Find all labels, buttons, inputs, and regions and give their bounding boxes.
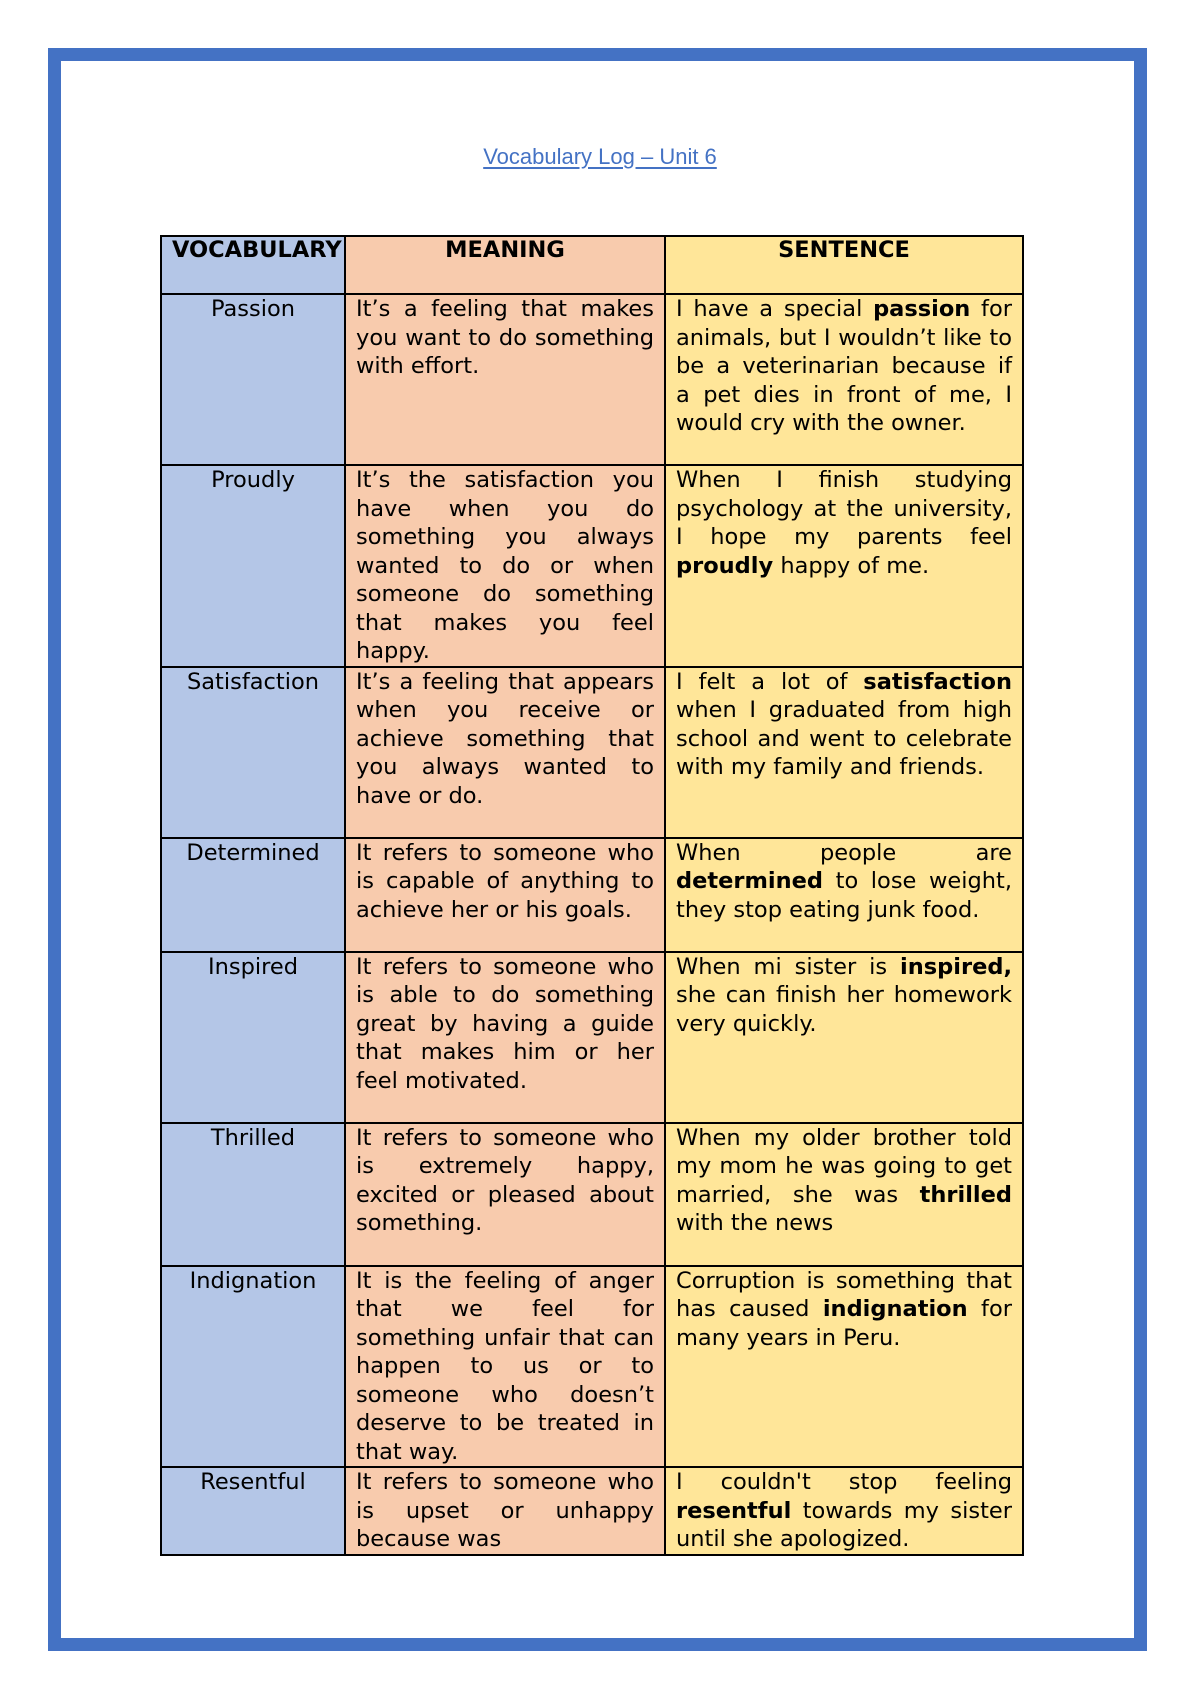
sentence-text: to lose weight, they stop eating junk food. [676, 868, 1012, 923]
header-vocabulary: VOCABULARY [161, 236, 345, 294]
sentence-text: I have a special [676, 296, 874, 322]
table-row [161, 838, 1023, 952]
sentence-text: when I graduated from high school and went to celebrate with my family and friends. [676, 697, 1012, 780]
meaning-cell: It refers to someone who is able to do something great by having a guide that makes him or her feel motivated. [345, 952, 665, 1123]
sentence-text: I couldn't stop feeling [676, 1469, 1012, 1495]
sentence-cell [665, 952, 1023, 1123]
vocabulary-cell: Indignation [161, 1266, 345, 1468]
vocabulary-cell: Satisfaction [161, 667, 345, 838]
sentence-keyword: determined [676, 868, 824, 894]
header-meaning: MEANING [345, 236, 665, 294]
sentence-text: When people are [676, 839, 1012, 866]
sentence-keyword: inspired, [900, 953, 1012, 980]
meaning-cell: It refers to someone who is extremely happy, excited or pleased about something. [345, 1123, 665, 1266]
sentence-text: When mi sister is [676, 953, 901, 980]
meaning-cell: It’s the satisfaction you have when you do something you always wanted to do or when someone do something that makes you feel happy. [345, 465, 665, 667]
sentence-text: she can finish her homework very quickly. [676, 982, 1012, 1037]
vocabulary-cell: Thrilled [161, 1123, 345, 1266]
table-row [161, 952, 1023, 1123]
sentence-keyword: passion [873, 296, 971, 322]
sentence-text: happy of me. [773, 552, 930, 579]
meaning-cell: It refers to someone who is upset or unhappy because was [345, 1467, 665, 1555]
sentence-cell [665, 294, 1023, 465]
sentence-keyword: indignation [822, 1296, 968, 1322]
table-header-row [161, 236, 1023, 294]
sentence-text: for many years in Peru. [676, 1296, 1012, 1351]
sentence-keyword: proudly [676, 552, 774, 579]
sentence-text: When my older brother told my mom he was going to get married, she was [676, 1124, 1012, 1208]
vocabulary-cell: Passion [161, 294, 345, 465]
sentence-keyword: resentful [676, 1497, 792, 1524]
table-row [161, 1467, 1023, 1555]
sentence-cell [665, 838, 1023, 952]
document-title: Vocabulary Log – Unit 6 [483, 144, 717, 169]
table-row [161, 294, 1023, 465]
vocabulary-cell: Inspired [161, 952, 345, 1123]
vocabulary-cell: Determined [161, 838, 345, 952]
sentence-cell [665, 1266, 1023, 1468]
vocabulary-cell: Proudly [161, 465, 345, 667]
sentence-cell [665, 667, 1023, 838]
sentence-keyword: satisfaction [863, 668, 1012, 695]
header-sentence: SENTENCE [665, 236, 1023, 294]
sentence-cell [665, 1467, 1023, 1555]
sentence-text: with the news [676, 1210, 834, 1236]
table-row [161, 1266, 1023, 1468]
meaning-cell: It’s a feeling that makes you want to do something with effort. [345, 294, 665, 465]
sentence-text: towards my sister until she apologized. [676, 1497, 1012, 1552]
sentence-text: for animals, but I wouldn’t like to be a veterinarian because if a pet dies in front of me, I would cry with the owner. [676, 296, 1012, 436]
meaning-cell: It is the feeling of anger that we feel for something unfair that can happen to us or to someone who doesn’t deserve to be treated in that way. [345, 1266, 665, 1468]
sentence-cell [665, 1123, 1023, 1266]
table-row [161, 667, 1023, 838]
meaning-cell: It’s a feeling that appears when you receive or achieve something that you always wanted to have or do. [345, 667, 665, 838]
sentence-cell [665, 465, 1023, 667]
sentence-keyword: thrilled [919, 1181, 1012, 1208]
vocabulary-table [160, 235, 1024, 1556]
table-row [161, 465, 1023, 667]
sentence-text: Corruption is something that has caused [676, 1267, 1012, 1322]
sentence-text: When I finish studying psychology at the university, I hope my parents feel [676, 467, 1012, 550]
vocabulary-cell: Resentful [161, 1467, 345, 1555]
meaning-cell: It refers to someone who is capable of anything to achieve her or his goals. [345, 838, 665, 952]
table-row [161, 1123, 1023, 1266]
sentence-text: I felt a lot of [676, 668, 864, 695]
